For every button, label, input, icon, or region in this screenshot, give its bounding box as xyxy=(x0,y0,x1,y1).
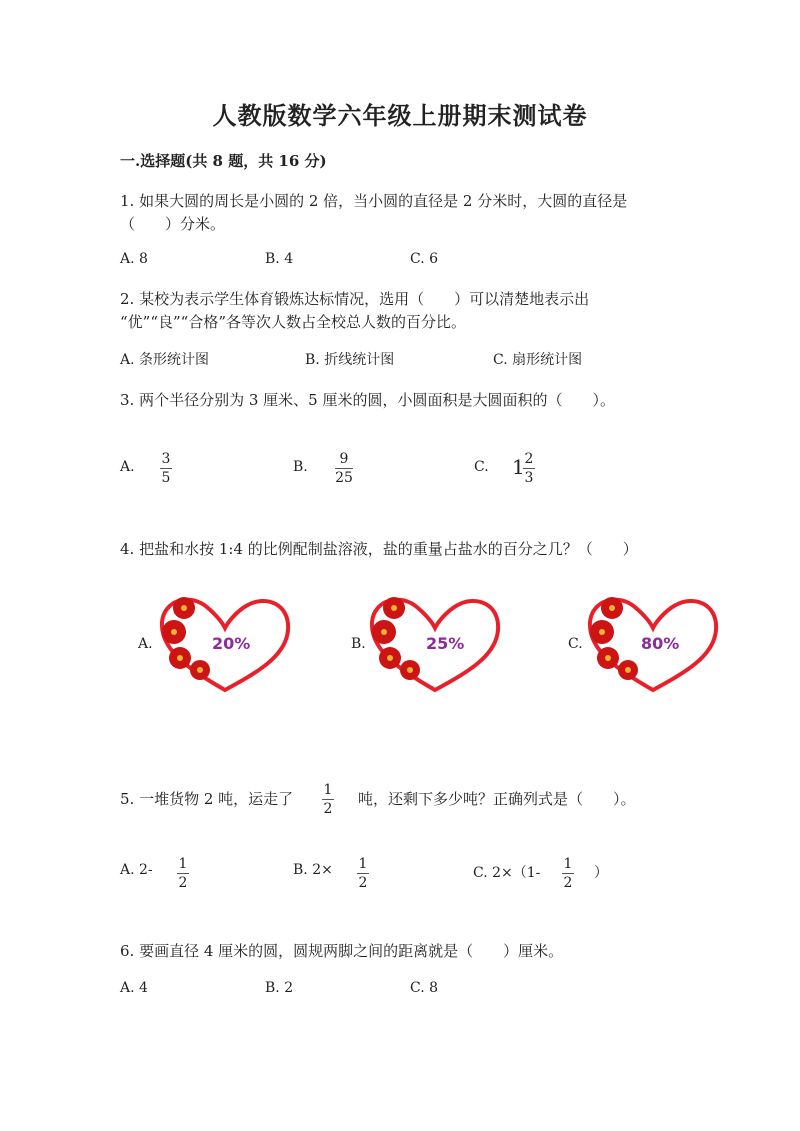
question-4-option-b-value: 25% xyxy=(426,634,465,653)
question-1-line-1: 1. 如果大圆的周长是小圆的 2 倍，当小圆的直径是 2 分米时，大圆的直径是 xyxy=(120,192,628,210)
question-5-option-c-close: ） xyxy=(594,865,608,881)
denominator: 2 xyxy=(178,875,188,891)
question-1-option-a[interactable]: A. 8 xyxy=(120,251,148,267)
question-2-line-1: 2. 某校为表示学生体育锻炼达标情况，选用（ ）可以清楚地表示出 xyxy=(120,290,590,308)
denominator: 2 xyxy=(358,875,368,891)
question-3-option-a-fraction xyxy=(160,451,172,486)
question-3-text: 3. 两个半径分别为 3 厘米、5 厘米的圆，小圆面积是大圆面积的（ ）。 xyxy=(120,391,615,409)
question-4-option-b-label[interactable]: B. xyxy=(351,636,366,652)
denominator: 2 xyxy=(563,875,573,891)
numerator: 3 xyxy=(161,451,171,467)
question-5-option-a-fraction xyxy=(177,856,189,891)
numerator: 1 xyxy=(563,856,573,872)
question-4-option-a-label[interactable]: A. xyxy=(138,636,153,652)
question-4-text: 4. 把盐和水按 1:4 的比例配制盐溶液，盐的重量占盐水的百分之几？（ ） xyxy=(120,540,638,558)
numerator: 1 xyxy=(178,856,188,872)
question-3-option-c-fraction xyxy=(523,451,535,486)
question-2-option-b[interactable]: B. 折线统计图 xyxy=(305,352,395,368)
question-4-option-c-label[interactable]: C. xyxy=(568,636,583,652)
question-5-text-pre: 5. 一堆货物 2 吨，运走了 xyxy=(120,790,294,808)
question-2-line-2: “优”“良”“合格”各等次人数占全校总人数的百分比。 xyxy=(120,313,467,331)
question-4-option-a-value: 20% xyxy=(212,634,251,653)
question-2-option-c[interactable]: C. 扇形统计图 xyxy=(493,352,583,368)
question-1-option-b[interactable]: B. 4 xyxy=(265,251,294,267)
question-6-option-a[interactable]: A. 4 xyxy=(120,980,148,996)
question-3-option-b-fraction xyxy=(335,451,353,486)
denominator: 2 xyxy=(323,801,333,817)
question-2-option-a[interactable]: A. 条形统计图 xyxy=(120,352,210,368)
question-5-text-post: 吨，还剩下多少吨？正确列式是（ ）。 xyxy=(358,790,636,808)
numerator: 2 xyxy=(524,451,534,467)
question-5-option-b-label[interactable]: B. 2× xyxy=(293,862,333,878)
question-3-option-b-label[interactable]: B. xyxy=(293,459,308,475)
denominator: 3 xyxy=(524,470,534,486)
question-5-option-b-fraction xyxy=(357,856,369,891)
question-5-option-c-label[interactable]: C. 2×（1- xyxy=(473,865,541,881)
section-heading: 一.选择题(共 8 题，共 16 分) xyxy=(120,152,327,170)
page-title: 人教版数学六年级上册期末测试卷 xyxy=(212,101,588,130)
question-6-option-b[interactable]: B. 2 xyxy=(265,980,294,996)
numerator: 9 xyxy=(339,451,349,467)
numerator: 1 xyxy=(358,856,368,872)
denominator: 5 xyxy=(161,470,171,486)
question-4-option-a-heart[interactable] xyxy=(150,590,300,700)
question-4-option-c-heart[interactable] xyxy=(578,590,728,700)
question-5-option-a-label[interactable]: A. 2- xyxy=(120,862,153,878)
question-5-fraction xyxy=(322,782,334,817)
question-1-line-2: （ ）分米。 xyxy=(120,215,226,233)
question-4-option-b-heart[interactable] xyxy=(360,590,510,700)
numerator: 1 xyxy=(323,782,333,798)
question-3-option-a-label[interactable]: A. xyxy=(120,459,135,475)
question-1-option-c[interactable]: C. 6 xyxy=(410,251,439,267)
question-5-option-c-fraction xyxy=(562,856,574,891)
denominator: 25 xyxy=(335,470,353,486)
question-3-option-c-whole: 1 xyxy=(512,455,525,479)
question-6-option-c[interactable]: C. 8 xyxy=(410,980,439,996)
question-6-text: 6. 要画直径 4 厘米的圆，圆规两脚之间的距离就是（ ）厘米。 xyxy=(120,942,564,960)
question-4-option-c-value: 80% xyxy=(641,634,680,653)
question-3-option-c-label[interactable]: C. xyxy=(474,459,489,475)
